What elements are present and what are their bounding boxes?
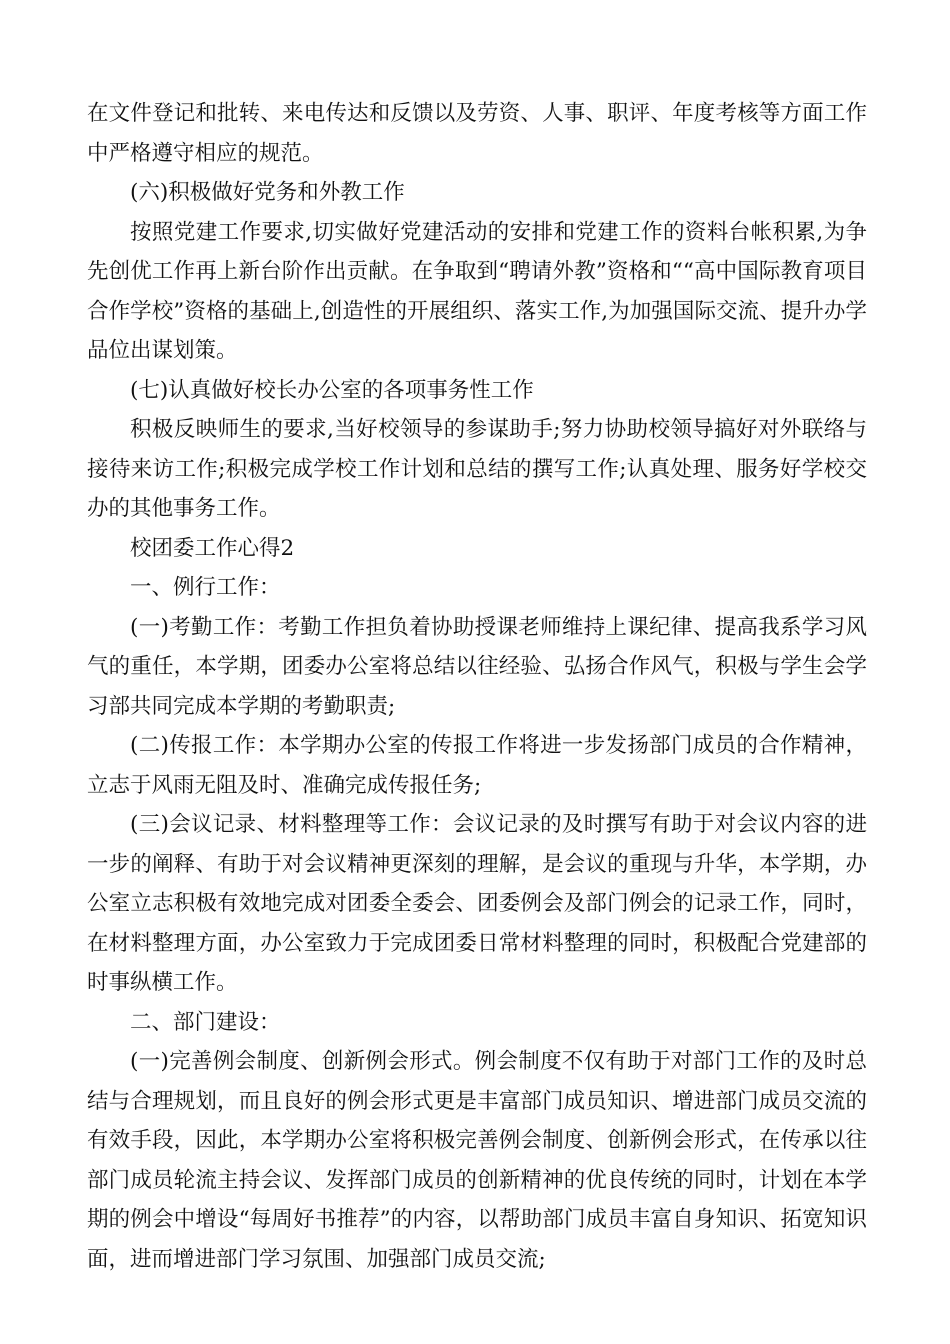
paragraph-meeting-records: (三)会议记录、材料整理等工作：会议记录的及时撰写有助于对会议内容的进一步的阐释、有助于对会议精神更深刻的理解，是会议的重现与升华，本学期，办公室立志积极有效地完成对团委全委会、团委例会及部门例会的记录工作，同时，在材料整理方面，办公室致力于完成团委日常材料整理的同时，积极配合党建部的时事纵横工作。 — [87, 812, 867, 995]
paragraph-attendance: (一)考勤工作：考勤工作担负着协助授课老师维持上课纪律、提高我系学习风气的重任，本学期，团委办公室将总结以往经验、弘扬合作风气，积极与学生会学习部共同完成本学期的考勤职责; — [87, 614, 867, 719]
paragraph-3: 按照党建工作要求,切实做好党建活动的安排和党建工作的资料台帐积累,为争先创优工作再上新台阶作出贡献。在争取到“聘请外教”资格和““高中国际教育项目合作学校”资格的基础上,创造性的开展组织、落实工作,为加强国际交流、提升办学品位出谋划策。 — [87, 219, 867, 363]
paragraph-5: 积极反映师生的要求,当好校领导的参谋助手;努力协助校领导搞好对外联络与接待来访工作;积极完成学校工作计划和总结的撰写工作;认真处理、服务好学校交办的其他事务工作。 — [87, 417, 867, 521]
document-subtitle: 校团委工作心得2 — [130, 535, 295, 561]
section-heading-department-building: 二、部门建设： — [130, 1009, 281, 1035]
document-body — [87, 94, 867, 1279]
section-heading-7: (七)认真做好校长办公室的各项事务性工作 — [130, 377, 534, 403]
section-heading-routine-work: 一、例行工作： — [130, 575, 281, 600]
paragraph-reporting: (二)传报工作：本学期办公室的传报工作将进一步发扬部门成员的合作精神，立志于风雨无阻及时、准确完成传报任务; — [87, 733, 867, 798]
section-heading-6: (六)积极做好党务和外教工作 — [130, 180, 405, 205]
paragraph-meeting-system: (一)完善例会制度、创新例会形式。例会制度不仅有助于对部门工作的及时总结与合理规划，而且良好的例会形式更是丰富部门成员知识、增进部门成员交流的有效手段，因此，本学期办公室将积极完善例会制度、创新例会形式，在传承以往部门成员轮流主持会议、发挥部门成员的创新精神的优良传统的同时，计划在本学期的例会中增设“每周好书推荐”的内容，以帮助部门成员丰富自身知识、拓宽知识面，进而增进部门学习氛围、加强部门成员交流; — [87, 1049, 867, 1272]
paragraph-1: 在文件登记和批转、来电传达和反馈以及劳资、人事、职评、年度考核等方面工作中严格遵守相应的规范。 — [87, 101, 867, 166]
